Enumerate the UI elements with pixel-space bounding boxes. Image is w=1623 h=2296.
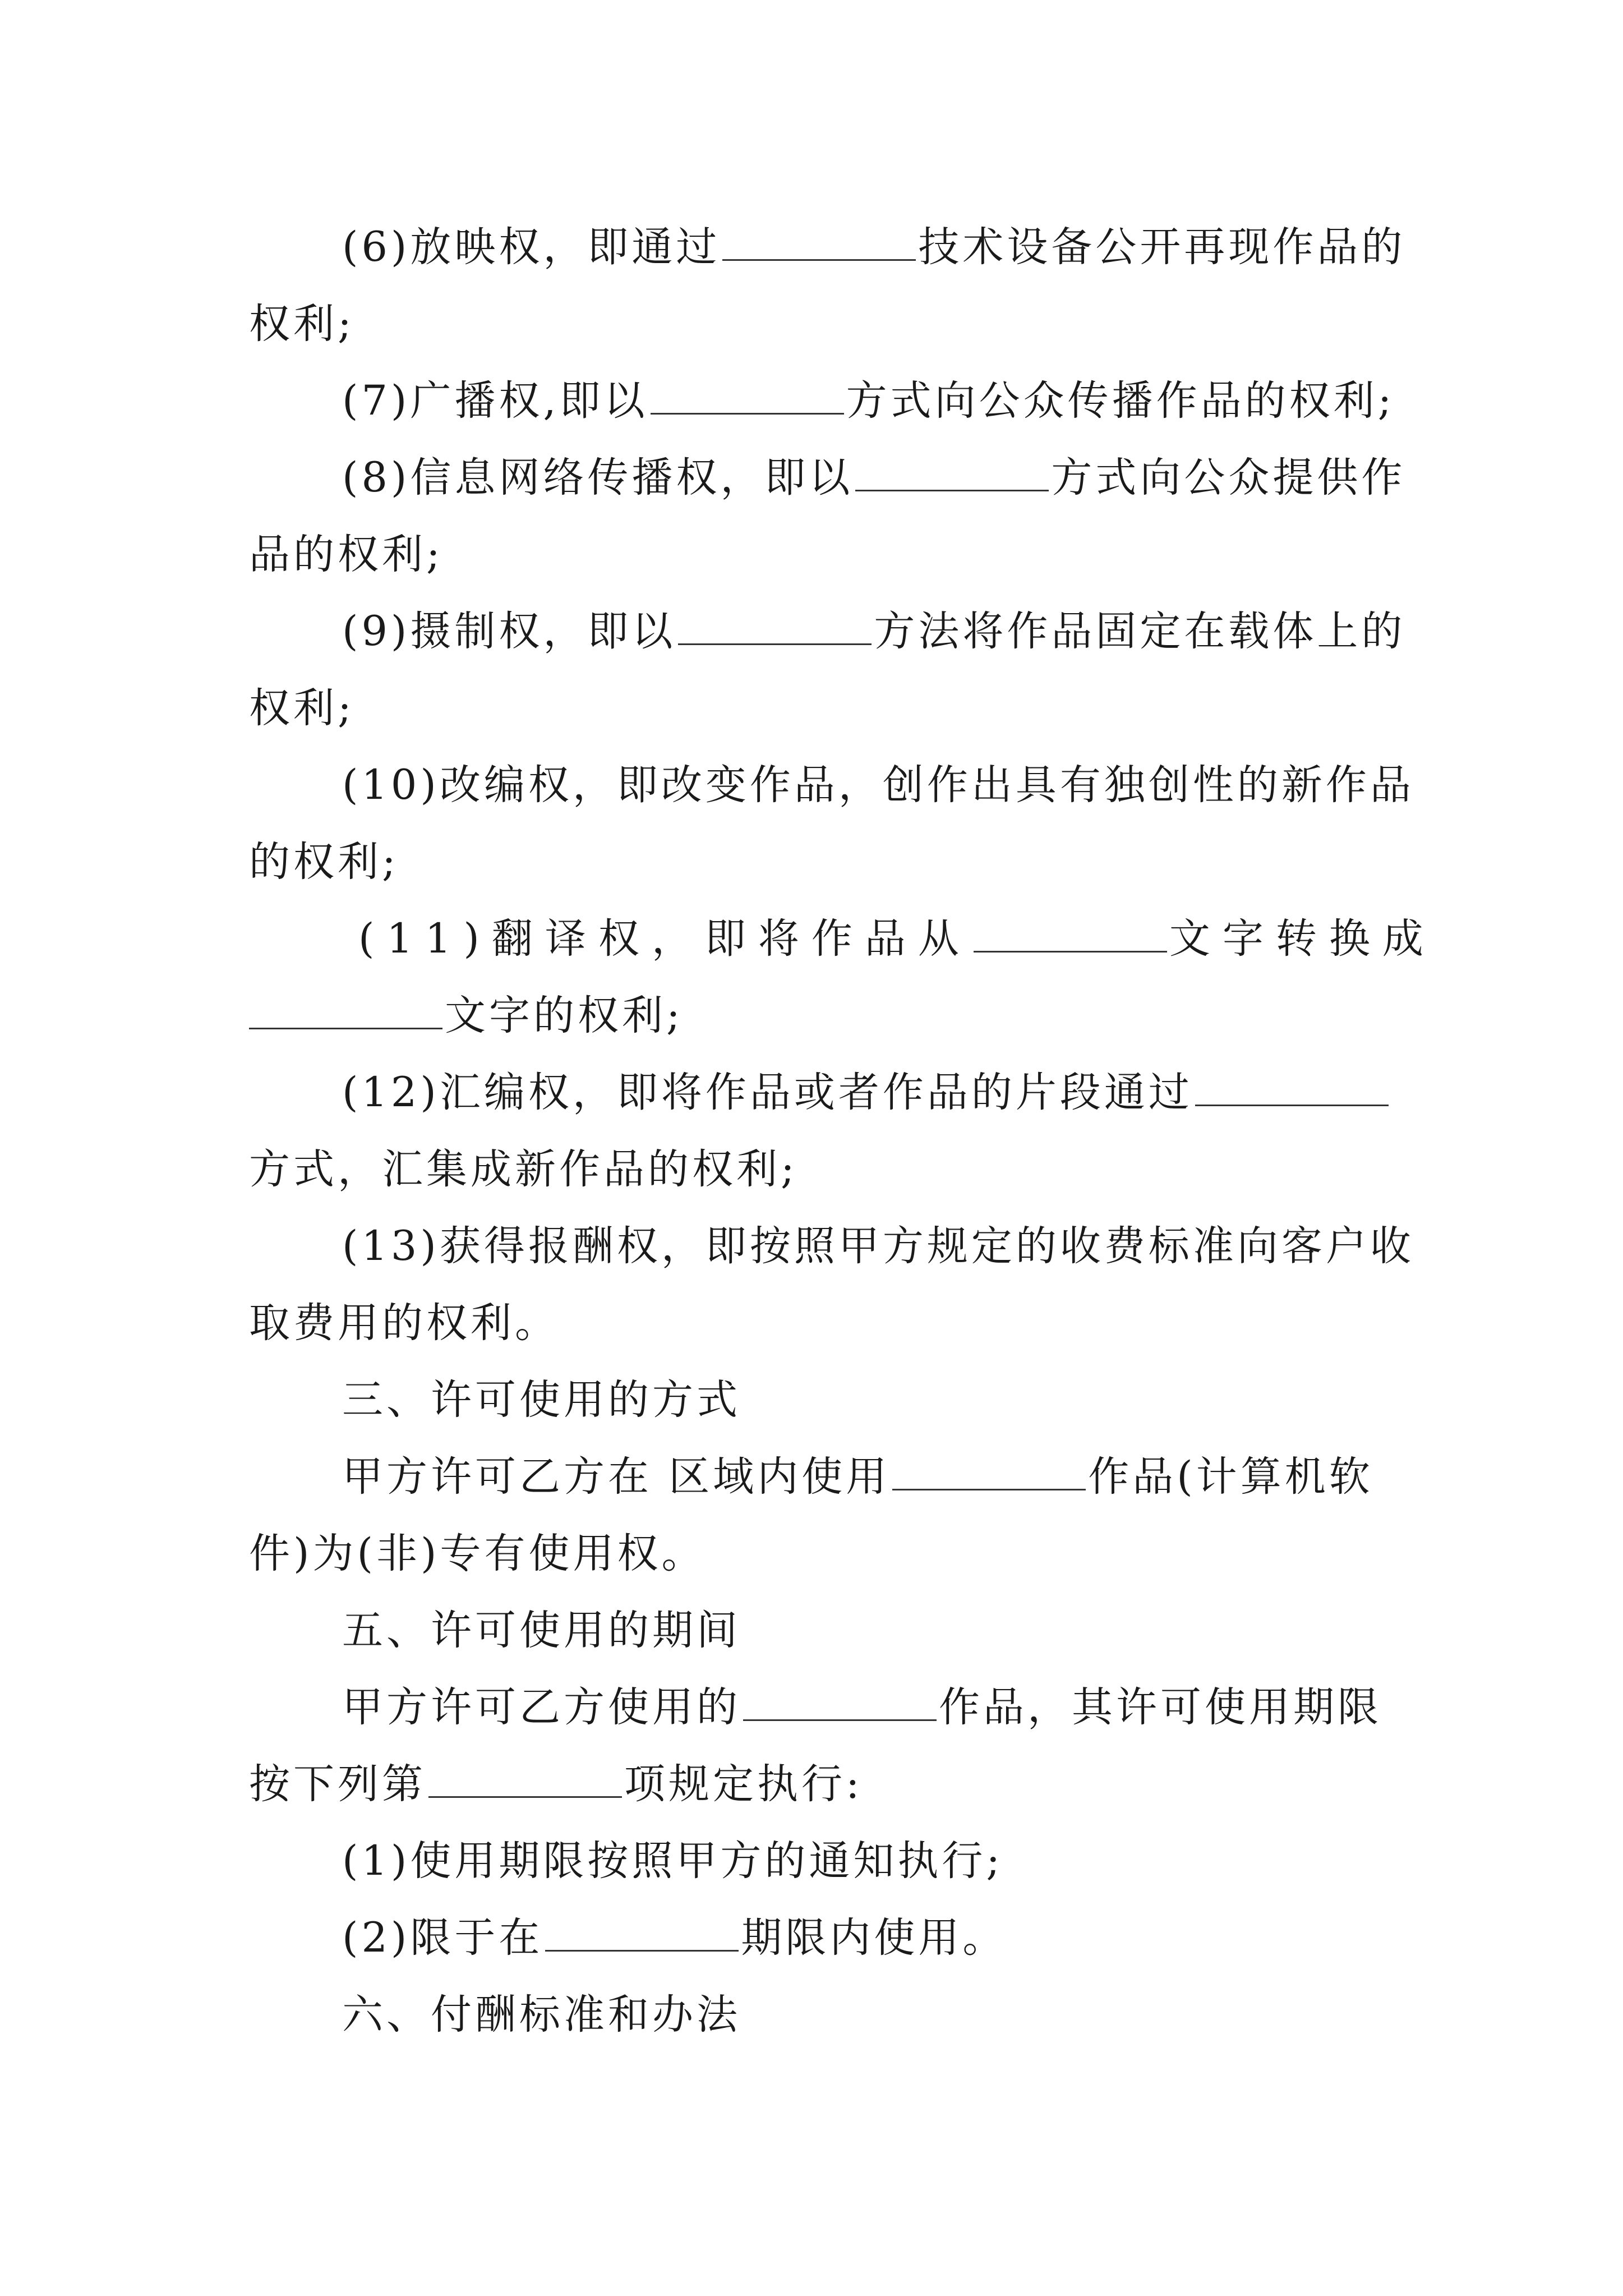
- section-heading-license-method: [249, 1361, 1382, 1438]
- text-segment: (8)信息网络传播权，即以: [342, 454, 854, 501]
- text-segment: 方法将作品固定在载体上的: [874, 608, 1406, 655]
- paragraph-continuation: [249, 1285, 1382, 1361]
- fill-blank: [545, 1916, 739, 1952]
- fill-blank: [249, 994, 442, 1029]
- heading-text: 三、许可使用的方式: [342, 1376, 741, 1424]
- fill-blank: [855, 456, 1049, 491]
- paragraph-compilation-right: [249, 1054, 1382, 1131]
- text-segment: (13)获得报酬权，即按照甲方规定的收费标准向客户收: [342, 1222, 1414, 1270]
- fill-blank: [678, 610, 872, 645]
- fill-blank: [743, 1686, 937, 1721]
- text-segment: 品的权利;: [249, 531, 444, 578]
- document-body: [249, 209, 1436, 2053]
- paragraph-broadcast-right: [249, 362, 1395, 439]
- paragraph-adaptation-right: [249, 747, 1414, 823]
- text-segment: 文字转换成: [1169, 915, 1436, 963]
- text-segment: 期限内使用。: [741, 1914, 1007, 1962]
- text-segment: 技术设备公开再现作品的: [918, 223, 1406, 271]
- fill-blank: [428, 1763, 622, 1798]
- fill-blank: [892, 1455, 1086, 1490]
- text-segment: (11)翻译权，即将作品从: [358, 915, 971, 963]
- paragraph-continuation: [249, 1131, 1382, 1208]
- text-segment: 取费用的权利。: [249, 1299, 559, 1347]
- paragraph-continuation: [249, 1746, 1382, 1823]
- paragraph-continuation: [249, 286, 1382, 362]
- fill-blank: [1195, 1071, 1389, 1106]
- text-segment: 作品(计算机软: [1088, 1453, 1373, 1501]
- text-segment: 甲方许可乙方使用的: [342, 1683, 741, 1731]
- text-segment: 权利;: [249, 684, 355, 732]
- paragraph-screening-right: [249, 209, 1406, 286]
- paragraph-continuation: [249, 670, 1382, 747]
- text-segment: 方式向公众传播作品的权利;: [846, 377, 1395, 425]
- text-segment: (9)摄制权，即以: [342, 608, 676, 655]
- text-segment: 甲方许可乙方在 区域内使用: [342, 1453, 891, 1501]
- paragraph-translation-right: [249, 900, 1436, 977]
- fill-blank: [651, 379, 844, 415]
- section-heading-payment: [249, 1976, 1382, 2053]
- text-segment: 项规定执行:: [624, 1760, 863, 1808]
- paragraph-network-right: [249, 439, 1406, 516]
- list-item-period-1: [249, 1823, 1382, 1899]
- paragraph-continuation: [249, 977, 1382, 1054]
- paragraph-remuneration-right: [249, 1208, 1414, 1285]
- fill-blank: [722, 226, 916, 261]
- paragraph-continuation: [249, 516, 1382, 593]
- text-segment: (1)使用期限按照甲方的通知执行;: [342, 1837, 1003, 1885]
- text-segment: (12)汇编权，即将作品或者作品的片段通过: [342, 1069, 1193, 1116]
- text-segment: (10)改编权，即改变作品，创作出具有独创性的新作品: [342, 761, 1414, 809]
- heading-text: 六、付酬标准和办法: [342, 1991, 741, 2039]
- text-segment: 作品，其许可使用期限: [939, 1683, 1382, 1731]
- text-segment: 按下列第: [249, 1760, 426, 1808]
- heading-text: 五、许可使用的期间: [342, 1607, 741, 1654]
- text-segment: 方式向公众提供作: [1051, 454, 1406, 501]
- text-segment: 的权利;: [249, 838, 399, 886]
- paragraph-continuation: [249, 1515, 1382, 1592]
- text-segment: 方式，汇集成新作品的权利;: [249, 1145, 798, 1193]
- fill-blank: [974, 917, 1167, 953]
- list-item-period-2: [249, 1899, 1382, 1976]
- text-segment: (7)广播权,即以: [342, 377, 648, 425]
- section-heading-license-period: [249, 1592, 1382, 1669]
- text-segment: 件)为(非)专有使用权。: [249, 1530, 706, 1577]
- paragraph-license-period: [249, 1669, 1382, 1746]
- text-segment: (6)放映权，即通过: [342, 223, 721, 271]
- paragraph-continuation: [249, 823, 1382, 900]
- text-segment: (2)限于在: [342, 1914, 543, 1962]
- text-segment: 文字的权利;: [445, 992, 684, 1039]
- paragraph-license-method: [249, 1438, 1382, 1515]
- text-segment: 权利;: [249, 300, 355, 348]
- paragraph-filming-right: [249, 593, 1406, 670]
